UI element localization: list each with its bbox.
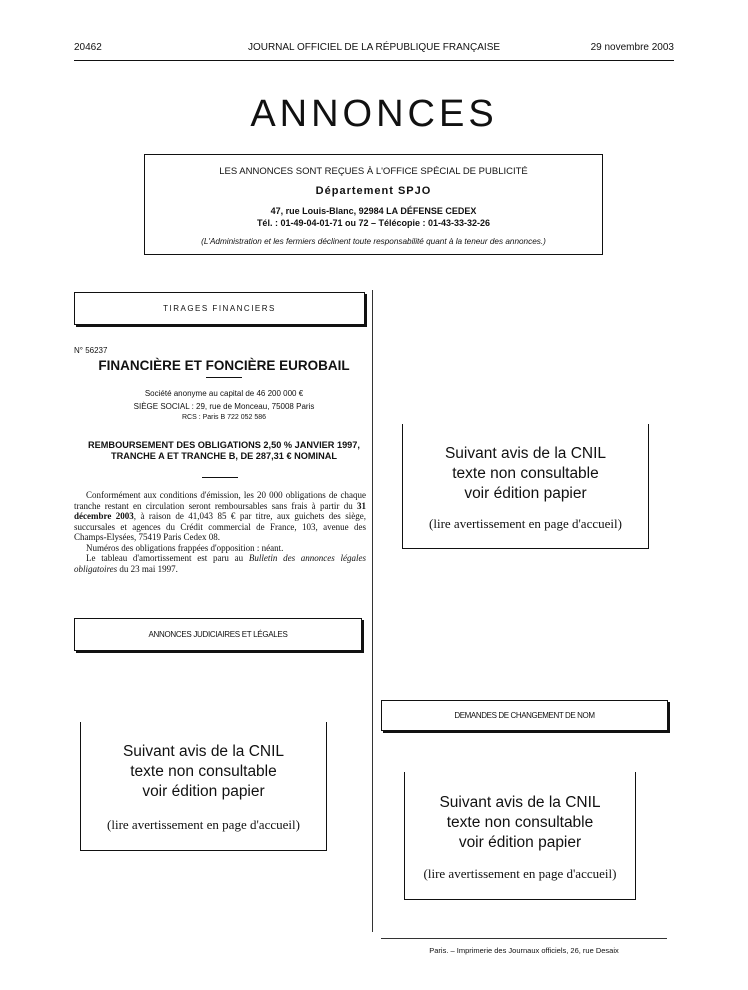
cnil-warning: (lire avertissement en page d'accueil) (423, 866, 617, 881)
text: Le tableau d'amortissement est paru au (86, 553, 249, 563)
cnil-notice-box (80, 722, 327, 851)
cnil-line: voir édition papier (464, 485, 587, 502)
cnil-warning: (lire avertissement en page d'accueil) (429, 516, 622, 531)
cnil-line: texte non consultable (130, 763, 277, 780)
section-heading-annonces-judiciaires: ANNONCES JUDICIAIRES ET LÉGALES (74, 618, 362, 651)
cnil-line: texte non consultable (446, 814, 594, 831)
section-heading-tirages: TIRAGES FINANCIERS (74, 292, 365, 325)
journal-title: JOURNAL OFFICIEL DE LA RÉPUBLIQUE FRANÇAISE (247, 42, 501, 53)
phone-line: Tél. : 01-49-04-01-71 ou 72 – Télécopie : 01-43-33-32-26 (256, 218, 491, 228)
divider (202, 477, 238, 478)
repayment-date: 31 décembre 2003 (74, 500, 366, 521)
text: Conformément aux conditions d'émission, les 20 000 obligations de chaque tranche restant en circulation seront remboursables sans frais à partir du (74, 490, 366, 511)
announcement-heading: REMBOURSEMENT DES OBLIGATIONS 2,50 % JANVIER 1997, TRANCHE A ET TRANCHE B, DE 287,31 € NOMINAL (88, 440, 360, 461)
header-rule (74, 60, 674, 61)
cnil-line: voir édition papier (458, 834, 582, 851)
company-rcs: RCS : Paris B 722 052 586 (181, 414, 267, 421)
footer-rule (381, 938, 667, 939)
text: Numéros des obligations frappées d'opposition : néant. (86, 542, 284, 553)
announcement-number: N° 56237 (74, 346, 108, 355)
column-divider (372, 290, 373, 932)
cnil-line: Suivant avis de la CNIL (444, 445, 607, 462)
text: , à raison de 41,043 85 € par titre, aux guichets des siège, succursales et agences du Crédit commercial de France, 103, avenue des Champs-Elysées, 75419 Paris Cedex 08. (74, 511, 366, 542)
disclaimer-line: (L'Administration et les fermiers déclinent toute responsabilité quant à la teneur des annonces.) (201, 237, 546, 246)
department-line: Département SPJO (315, 185, 432, 197)
paragraph (74, 553, 366, 574)
cnil-line: voir édition papier (142, 783, 265, 800)
company-capital: Société anonyme au capital de 46 200 000 € (144, 389, 304, 398)
cnil-warning: (lire avertissement en page d'accueil) (107, 817, 300, 832)
cnil-notice-box (402, 424, 649, 549)
divider (206, 377, 242, 378)
issue-date: 29 novembre 2003 (590, 42, 674, 53)
cnil-notice-box (404, 772, 636, 900)
paragraph (74, 490, 366, 543)
company-name: FINANCIÈRE ET FONCIÈRE EUROBAIL (98, 358, 350, 373)
bulletin-name: Bulletin des annonces légales obligatoires (74, 553, 366, 574)
text: du 23 mai 1997. (117, 563, 178, 574)
cnil-line: texte non consultable (452, 465, 599, 482)
announcement-body (74, 490, 366, 574)
cnil-line: Suivant avis de la CNIL (439, 794, 601, 811)
printer-footer: Paris. – Imprimerie des Journaux officiels, 26, rue Desaix (429, 946, 619, 955)
page-title: ANNONCES (250, 93, 498, 135)
page-number: 20462 (74, 42, 102, 53)
paragraph (74, 543, 366, 554)
address-line: 47, rue Louis-Blanc, 92984 LA DÉFENSE CEDEX (270, 206, 477, 216)
company-address: SIÈGE SOCIAL : 29, rue de Monceau, 75008 Paris (133, 402, 315, 411)
publicity-office-box (144, 154, 603, 255)
cnil-line: Suivant avis de la CNIL (122, 743, 285, 760)
section-heading-demandes: DEMANDES DE CHANGEMENT DE NOM (381, 700, 668, 731)
office-line: LES ANNONCES SONT REÇUES À L'OFFICE SPÉCIAL DE PUBLICITÉ (219, 166, 528, 177)
